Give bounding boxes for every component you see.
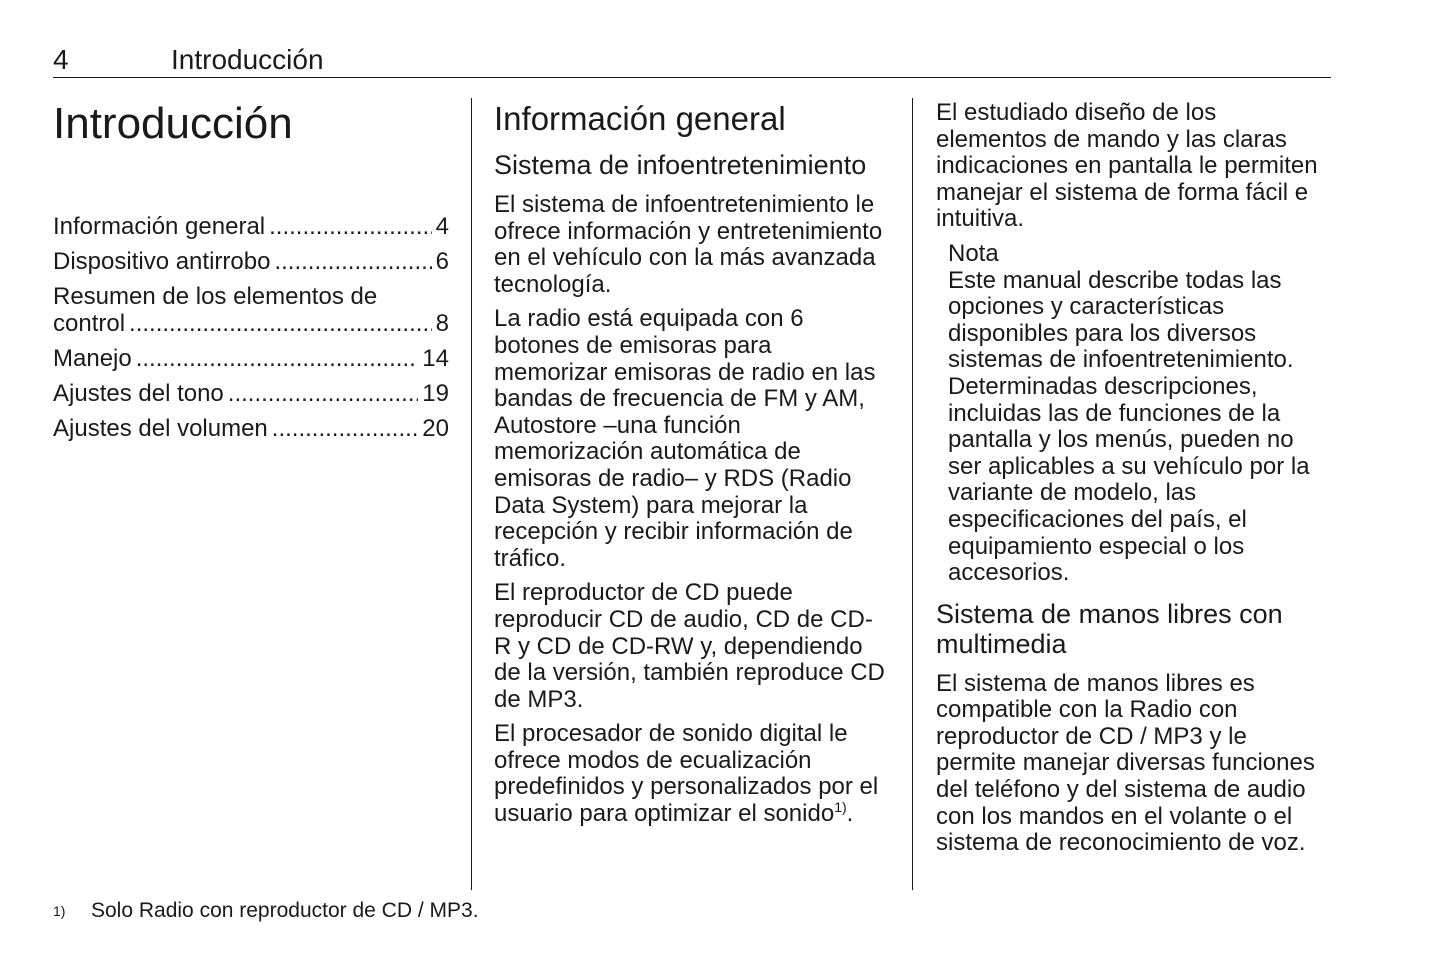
toc-leader-dots xyxy=(129,311,432,338)
table-of-contents xyxy=(53,214,449,442)
design-column xyxy=(936,100,1332,865)
toc-leader-dots xyxy=(228,381,419,408)
toc-leader-dots xyxy=(136,346,419,373)
section-title: Información general xyxy=(494,100,786,137)
chapter-column xyxy=(53,98,449,451)
paragraph-text: El procesador de sonido digital le ofrece modos de ecualización predefinidos y personalizados por el usuario para optimizar el sonido xyxy=(494,720,879,828)
toc-entry-text: Ajustes del tono xyxy=(53,379,224,407)
note-box xyxy=(948,241,1332,587)
toc-entry-text: Ajustes del volumen xyxy=(53,414,268,442)
toc-leader-dots xyxy=(274,249,431,276)
paragraph: El estudiado diseño de los elementos de mando y las claras indicaciones en pantalla le permiten manejar el sistema de forma fácil e intuitiva. xyxy=(936,99,1318,233)
footnote-mark: 1) xyxy=(53,903,66,919)
paragraph: La radio está equipada con 6 botones de emisoras para memorizar emisoras de radio en las bandas de frecuencia de FM y AM, Autostore –una función memorización automática de emisoras de radio– y RDS (Radio Data System) para mejorar la recepción y recibir información de tráfico. xyxy=(494,305,876,572)
footnote-text: Solo Radio con reproductor de CD / MP3. xyxy=(91,899,479,922)
paragraph: El sistema de infoentretenimiento le ofrece información y entretenimiento en el vehículo con la más avanzada tecnología. xyxy=(494,191,883,298)
toc-entry[interactable] xyxy=(53,249,449,276)
chapter-title: Introducción xyxy=(53,99,293,148)
running-title: Introducción xyxy=(171,44,324,75)
toc-entry-text: Información general xyxy=(53,213,266,240)
toc-page-number: 6 xyxy=(435,248,449,275)
paragraph: El reproductor de CD puede reproducir CD de audio, CD de CD-R y CD de CD-RW y, dependiendo de la versión, también reproduce CD de MP3. xyxy=(494,579,885,713)
subsection-title: Sistema de infoentretenimiento xyxy=(494,150,867,180)
toc-entry-text-line1: Resumen de los elementos de xyxy=(53,283,378,310)
toc-entry[interactable] xyxy=(53,284,449,337)
note-text: Este manual describe todas las opciones y características disponibles para los diversos sistemas de infoentretenimiento. Determinadas descripciones, incluidas las de funciones de la pantalla y los menús, pueden no ser aplicables a su vehículo por la variante de modelo, las especificaciones del país, el equipamiento especial o los accesorios. xyxy=(948,266,1310,587)
toc-page-number: 19 xyxy=(422,379,449,407)
toc-leader-dots xyxy=(269,214,432,241)
general-info-column xyxy=(494,100,890,836)
column-divider xyxy=(912,98,913,890)
toc-entry[interactable] xyxy=(53,416,449,443)
paragraph xyxy=(494,721,890,827)
toc-entry-text: control xyxy=(53,309,126,337)
toc-page-number: 8 xyxy=(435,309,449,337)
page-header xyxy=(53,40,1331,78)
toc-entry[interactable] xyxy=(53,346,449,373)
toc-leader-dots xyxy=(272,416,419,443)
toc-page-number: 14 xyxy=(422,344,449,372)
toc-page-number: 20 xyxy=(422,414,449,442)
paragraph-end: . xyxy=(846,800,854,828)
footnote xyxy=(53,898,479,924)
footnote-reference[interactable]: 1) xyxy=(834,799,847,816)
toc-page-number: 4 xyxy=(435,213,449,240)
subsection-title: Sistema de manos libres con multimedia xyxy=(936,598,1283,659)
toc-entry[interactable] xyxy=(53,381,449,408)
toc-entry[interactable] xyxy=(53,214,449,241)
column-divider xyxy=(471,98,472,890)
toc-entry-text: Dispositivo antirrobo xyxy=(53,248,271,275)
page-number: 4 xyxy=(53,44,69,75)
note-title: Nota xyxy=(948,239,999,267)
toc-entry-text: Manejo xyxy=(53,344,132,372)
paragraph: El sistema de manos libres es compatible con la Radio con reproductor de CD / MP3 y le permite manejar diversas funciones del teléfono y del sistema de audio con los mandos en el volante o el sistema de reconocimiento de voz. xyxy=(936,669,1315,857)
